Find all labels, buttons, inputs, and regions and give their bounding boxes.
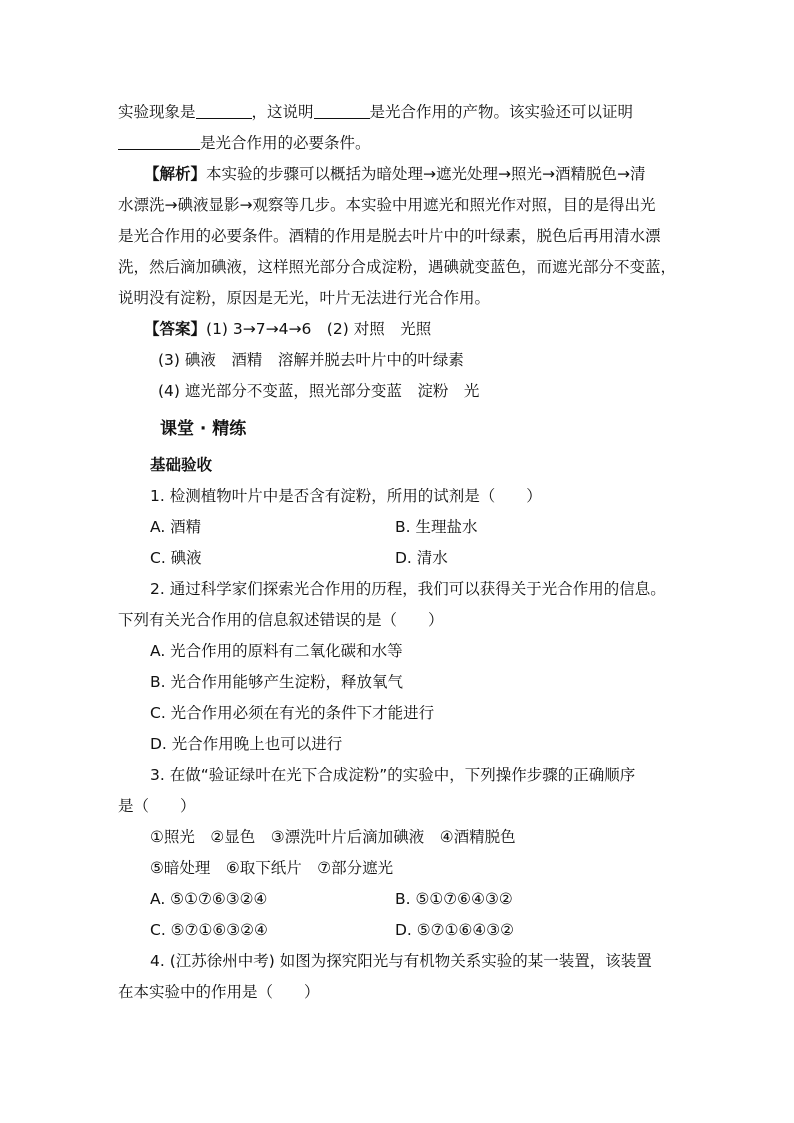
question-3-option-a: A. ⑤①⑦⑥③②④ xyxy=(150,890,268,908)
question-4-stem-line-1: 4. (江苏徐州中考) 如图为探究阳光与有机物关系实验的某一装置，该装置 xyxy=(150,952,652,970)
question-2-option-a: A. 光合作用的原料有二氧化碳和水等 xyxy=(150,642,403,660)
analysis-tag: 【解析】 xyxy=(144,165,207,183)
question-2-option-c: C. 光合作用必须在有光的条件下才能进行 xyxy=(150,704,435,722)
analysis-line-3: 是光合作用的必要条件。酒精的作用是脱去叶片中的叶绿素，脱色后再用清水漂 xyxy=(118,227,661,245)
question-1-option-c: C. 碘液 xyxy=(150,549,202,567)
intro-text: 是光合作用的必要条件。 xyxy=(200,134,371,152)
answer-line-2: (3) 碘液 酒精 溶解并脱去叶片中的叶绿素 xyxy=(158,351,464,369)
question-3-option-d: D. ⑤⑦①⑥④③② xyxy=(395,921,515,939)
intro-text: ，这说明 xyxy=(251,103,314,121)
question-1-option-b: B. 生理盐水 xyxy=(395,518,478,536)
section-title: 课堂 · 精练 xyxy=(160,419,247,439)
intro-line-2 xyxy=(118,133,371,153)
answer-blank xyxy=(314,103,370,119)
analysis-line-5: 说明没有淀粉，原因是无光，叶片无法进行光合作用。 xyxy=(118,289,491,307)
question-1-option-a: A. 酒精 xyxy=(150,518,202,536)
intro-text: 实验现象是 xyxy=(118,103,196,121)
intro-line-1 xyxy=(118,102,633,122)
analysis-line-1 xyxy=(144,164,645,184)
analysis-line-4: 洗，然后滴加碘液，这样照光部分合成淀粉，遇碘就变蓝色，而遮光部分不变蓝， xyxy=(118,258,677,276)
question-1-stem: 1. 检测植物叶片中是否含有淀粉，所用的试剂是（ ） xyxy=(150,487,542,505)
question-3-stem-line-2: 是（ ） xyxy=(118,797,196,815)
answer-blank xyxy=(118,134,200,150)
question-1-option-d: D. 清水 xyxy=(395,549,448,567)
answer-line-1 xyxy=(144,319,431,339)
question-2-option-b: B. 光合作用能够产生淀粉，释放氧气 xyxy=(150,673,403,691)
answer-line-3: (4) 遮光部分不变蓝，照光部分变蓝 淀粉 光 xyxy=(158,382,480,400)
analysis-text: 本实验的步骤可以概括为暗处理→遮光处理→照光→酒精脱色→清 xyxy=(206,165,646,183)
question-3-steps-line-2: ⑤暗处理 ⑥取下纸片 ⑦部分遮光 xyxy=(150,859,394,877)
question-2-option-d: D. 光合作用晚上也可以进行 xyxy=(150,735,343,753)
analysis-line-2: 水漂洗→碘液显影→观察等几步。本实验中用遮光和照光作对照，目的是得出光 xyxy=(118,196,656,214)
question-3-option-c: C. ⑤⑦①⑥③②④ xyxy=(150,921,268,939)
question-3-option-b: B. ⑤①⑦⑥④③② xyxy=(395,890,513,908)
question-3-steps-line-1: ①照光 ②显色 ③漂洗叶片后滴加碘液 ④酒精脱色 xyxy=(150,828,516,846)
question-3-stem-line-1: 3. 在做“验证绿叶在光下合成淀粉”的实验中，下列操作步骤的正确顺序 xyxy=(150,766,636,784)
question-2-stem-line-2: 下列有关光合作用的信息叙述错误的是（ ） xyxy=(118,611,444,629)
answer-tag: 【答案】 xyxy=(144,320,207,338)
section-subtitle: 基础验收 xyxy=(150,456,213,474)
question-2-stem-line-1: 2. 通过科学家们探索光合作用的历程，我们可以获得关于光合作用的信息。 xyxy=(150,580,666,598)
question-4-stem-line-2: 在本实验中的作用是（ ） xyxy=(118,983,320,1001)
intro-text: 是光合作用的产物。该实验还可以证明 xyxy=(369,103,634,121)
answer-text: (1) 3→7→4→6 (2) 对照 光照 xyxy=(206,320,432,338)
answer-blank xyxy=(196,103,252,119)
